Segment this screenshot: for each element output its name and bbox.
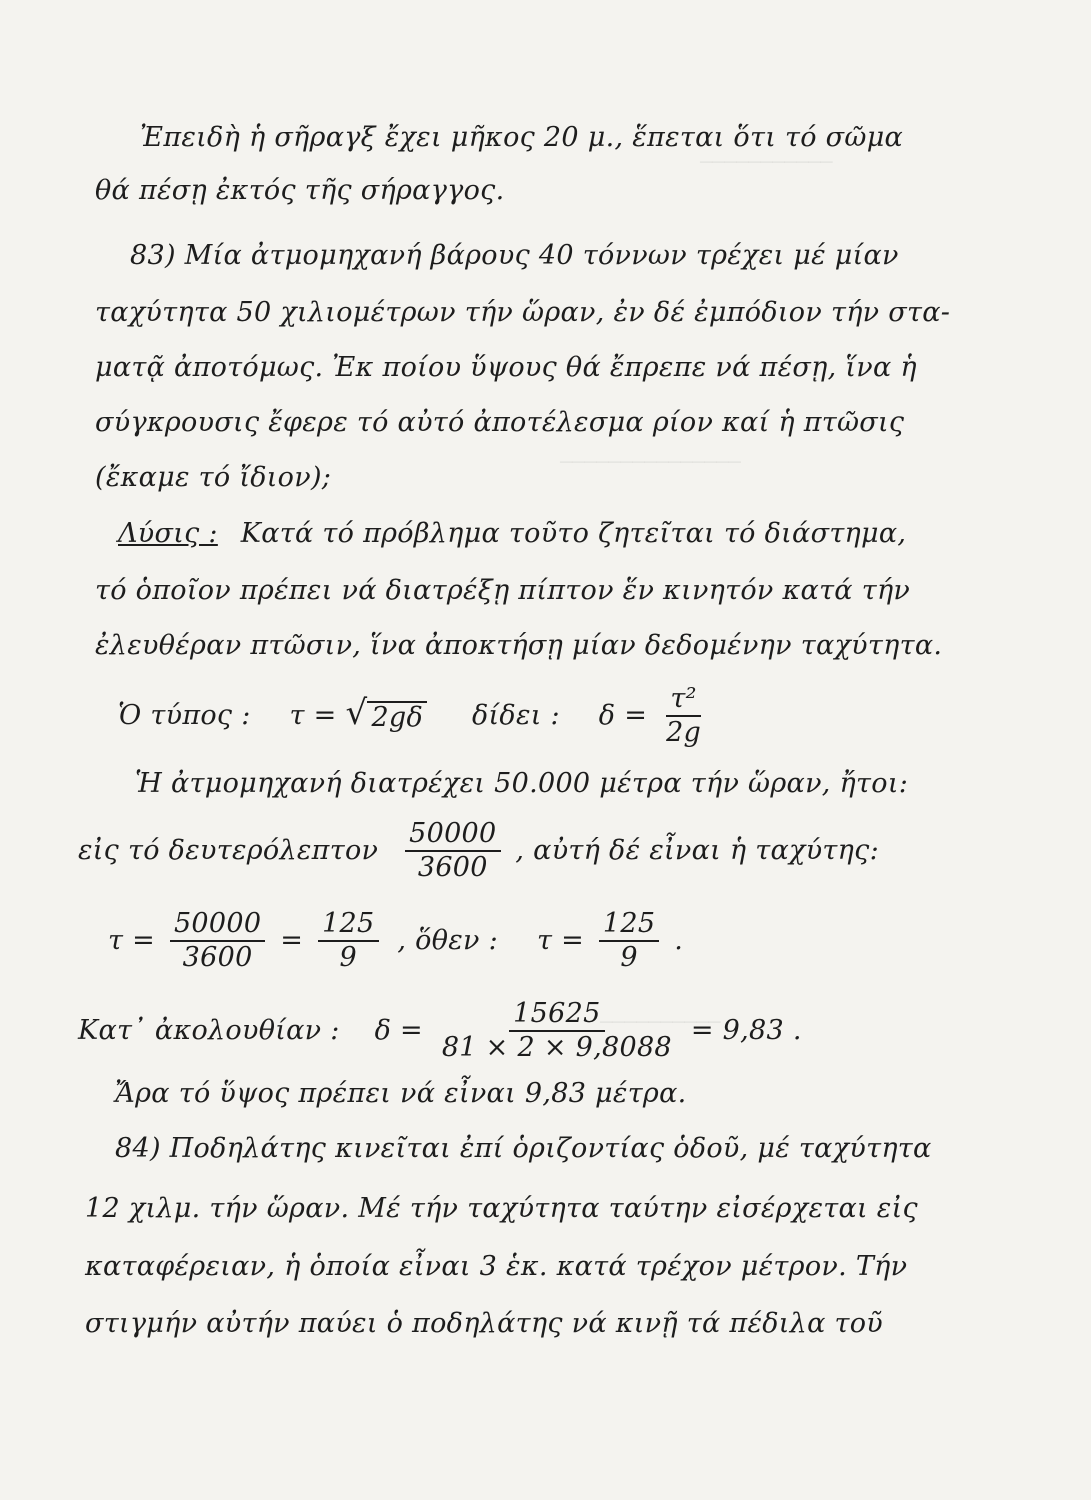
hence-text: , ὅθεν : bbox=[397, 924, 499, 956]
fraction-numerator: 50000 bbox=[170, 910, 265, 942]
tau-equals-2: τ = bbox=[536, 924, 584, 956]
speed-text: , αὐτή δέ εἶναι ἡ ταχύτης: bbox=[515, 834, 879, 866]
delta-calculation-line bbox=[78, 1000, 802, 1063]
solution-line-1 bbox=[118, 518, 906, 549]
bleed-through-text: ─────────────── bbox=[560, 450, 741, 474]
text-line-1: Ἐπειδὴ ἡ σῆραγξ ἔχει μῆκος 20 μ., ἕπεται ὅτι τό σῶμα bbox=[140, 122, 904, 153]
fraction-125-9 bbox=[318, 910, 378, 973]
problem-84-line-3: καταφέρειαν, ἡ ὁποία εἶναι 3 ἑκ. κατά τρέχον μέτρον. Τήν bbox=[85, 1251, 908, 1282]
fraction-numerator: 15625 bbox=[509, 1000, 604, 1032]
problem-84-line-2: 12 χιλμ. τήν ὥραν. Μέ τήν ταχύτητα ταύτην εἰσέρχεται εἰς bbox=[85, 1193, 918, 1224]
solution-line-2: τό ὁποῖον πρέπει νά διατρέξῃ πίπτον ἕν κινητόν κατά τήν bbox=[95, 575, 911, 606]
radicand: 2gδ bbox=[367, 701, 427, 733]
speed-line: Ἡ ἀτμομηχανή διατρέχει 50.000 μέτρα τήν ὥραν, ἤτοι: bbox=[135, 768, 909, 799]
fraction-numerator: 125 bbox=[318, 910, 378, 942]
fraction-125-9-result bbox=[599, 910, 659, 973]
formula-tau: τ = bbox=[289, 699, 337, 731]
delta-equals: δ = bbox=[374, 1014, 423, 1046]
square-root bbox=[345, 693, 427, 733]
fraction-numerator: 50000 bbox=[405, 820, 500, 852]
formula-delta: δ = bbox=[598, 699, 648, 731]
fraction-denominator: 3600 bbox=[417, 852, 488, 884]
problem-84-line-4: στιγμήν αὐτήν παύει ὁ ποδηλάτης νά κινῇ τά πέδιλα τοῦ bbox=[85, 1308, 884, 1339]
fraction-numerator: 125 bbox=[599, 910, 659, 942]
fraction-50000-3600 bbox=[170, 910, 265, 973]
conclusion-line: Ἄρα τό ὕψος πρέπει νά εἶναι 9,83 μέτρα. bbox=[115, 1078, 687, 1109]
per-second-label: εἰς τό δευτερόλεπτον bbox=[78, 834, 379, 866]
consequently-label: Κατ᾽ ἀκολουθίαν : bbox=[78, 1014, 340, 1046]
formula-line bbox=[118, 685, 711, 748]
fraction-denominator: 9 bbox=[620, 942, 638, 974]
fraction-delta bbox=[438, 1000, 676, 1063]
speed-per-second-line bbox=[78, 820, 879, 883]
equals-sign: = bbox=[280, 924, 304, 956]
problem-83-line-4: σύγκρουσις ἔφερε τό αὐτό ἀποτέλεσμα ρίον καί ἡ πτῶσις bbox=[95, 407, 905, 438]
fraction-numerator: τ² bbox=[666, 685, 700, 717]
solution-line-3: ἐλευθέραν πτῶσιν, ἵνα ἀποκτήσῃ μίαν δεδομένην ταχύτητα. bbox=[95, 630, 943, 661]
text-line-2: θά πέσῃ ἐκτός τῆς σήραγγος. bbox=[95, 175, 505, 206]
radical-sign: √ bbox=[345, 692, 368, 733]
fraction-tau-squared bbox=[662, 685, 705, 748]
delta-result: = 9,83 . bbox=[690, 1014, 802, 1046]
problem-83-line-5: (ἔκαμε τό ἴδιον); bbox=[95, 462, 332, 493]
problem-83-line-3: ματᾷ ἀποτόμως. Ἐκ ποίου ὕψους θά ἔπρεπε νά πέσῃ, ἵνα ἡ bbox=[95, 352, 917, 383]
fraction-denominator: 2g bbox=[666, 717, 702, 749]
problem-83-line-2: ταχύτητα 50 χιλιομέτρων τήν ὥραν, ἐν δέ ἐμπόδιον τήν στα- bbox=[95, 297, 951, 328]
period: . bbox=[674, 924, 684, 956]
fraction-denominator: 9 bbox=[339, 942, 358, 974]
formula-label: Ὁ τύπος : bbox=[118, 699, 251, 731]
fraction-denominator: 3600 bbox=[182, 942, 253, 974]
solution-text: Κατά τό πρόβλημα τοῦτο ζητεῖται τό διάστημα, bbox=[240, 518, 907, 549]
problem-83-line-1: 83) Μία ἀτμομηχανή βάρους 40 τόννων τρέχει μέ μίαν bbox=[130, 240, 899, 271]
bleed-through-text: ────────── bbox=[600, 1010, 721, 1034]
formula-gives: δίδει : bbox=[471, 699, 560, 731]
fraction-speed bbox=[405, 820, 500, 883]
solution-label: Λύσις : bbox=[118, 518, 218, 549]
bleed-through-text: ─────────── bbox=[700, 150, 833, 174]
problem-84-line-1: 84) Ποδηλάτης κινεῖται ἐπί ὁριζοντίας ὁδοῦ, μέ ταχύτητα bbox=[115, 1133, 932, 1164]
fraction-denominator: 81 × 2 × 9,8088 bbox=[441, 1032, 672, 1064]
tau-equals: τ = bbox=[108, 924, 156, 956]
tau-calculation-line bbox=[108, 910, 683, 973]
